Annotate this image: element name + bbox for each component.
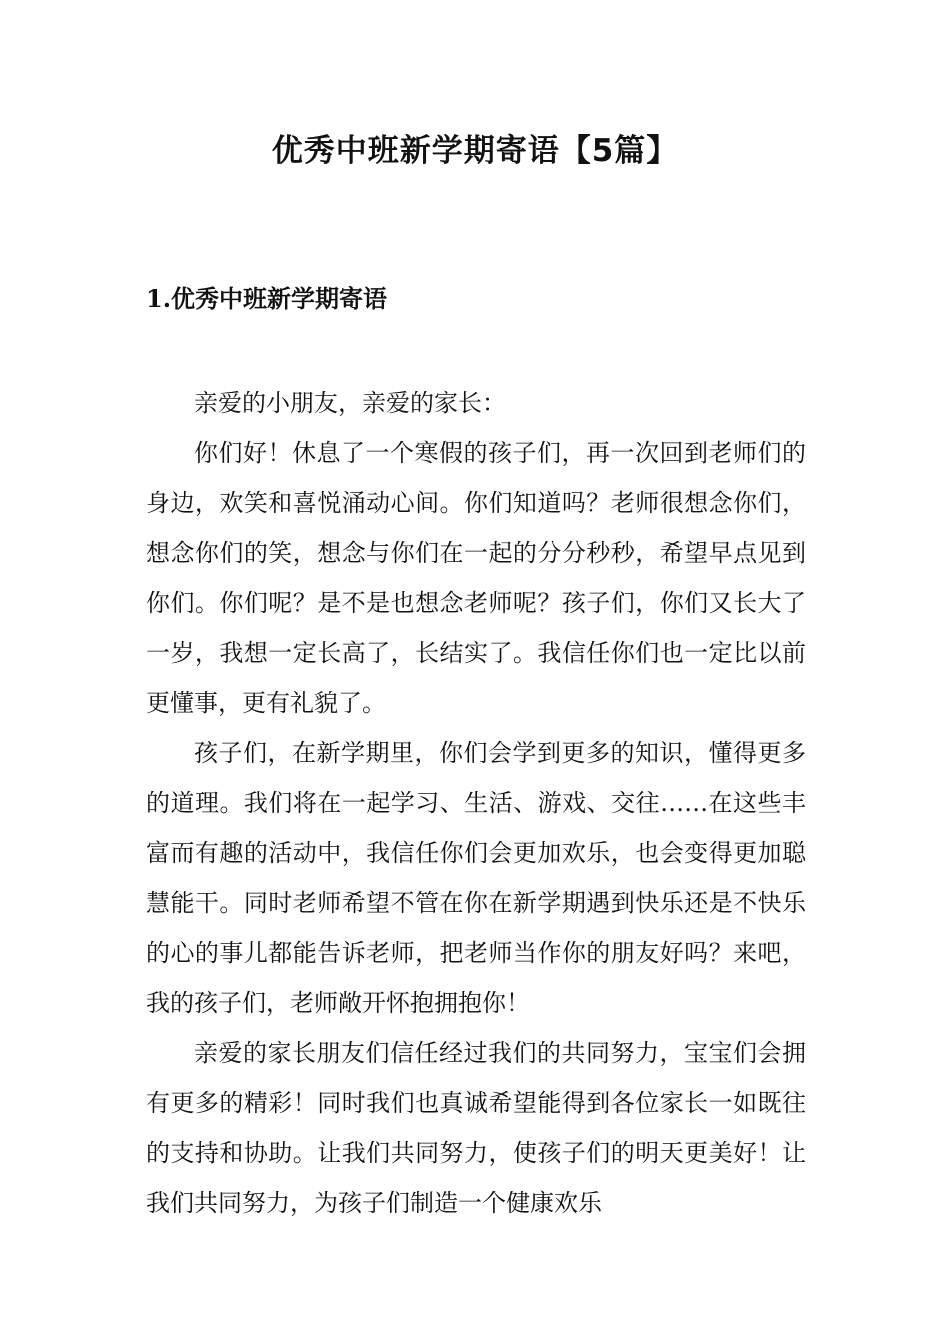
section-heading: 1.优秀中班新学期寄语 bbox=[146, 284, 388, 313]
paragraph-new-term: 孩子们，在新学期里，你们会学到更多的知识，懂得更多的道理。我们将在一起学习、生活、游戏、交往……在这些丰富而有趣的活动中，我信任你们会更加欢乐，也会变得更加聪慧能干。同时老师希望不管在你在新学期遇到快乐还是不快乐的心的事儿都能告诉老师，把老师当作你的朋友好吗？来吧，我的孩子们，老师敞开怀抱拥抱你！ bbox=[146, 739, 806, 1017]
document-body bbox=[146, 378, 806, 1228]
document-title: 优秀中班新学期寄语【5篇】 bbox=[271, 133, 679, 169]
paragraph-greeting: 亲爱的小朋友，亲爱的家长： bbox=[194, 389, 506, 417]
paragraph-welcome: 你们好！休息了一个寒假的孩子们，再一次回到老师们的身边，欢笑和喜悦涌动心间。你们知道吗？老师很想念你们，想念你们的笑，想念与你们在一起的分分秒秒，希望早点见到你们。你们呢？是不是也想念老师呢？孩子们，你们又长大了一岁，我想一定长高了，长结实了。我信任你们也一定比以前更懂事，更有礼貌了。 bbox=[146, 439, 806, 717]
paragraph-parents: 亲爱的家长朋友们信任经过我们的共同努力，宝宝们会拥有更多的精彩！同时我们也真诚希望能得到各位家长一如既往的支持和协助。让我们共同努力，使孩子们的明天更美好！让我们共同努力，为孩子们制造一个健康欢乐 bbox=[146, 1039, 806, 1217]
